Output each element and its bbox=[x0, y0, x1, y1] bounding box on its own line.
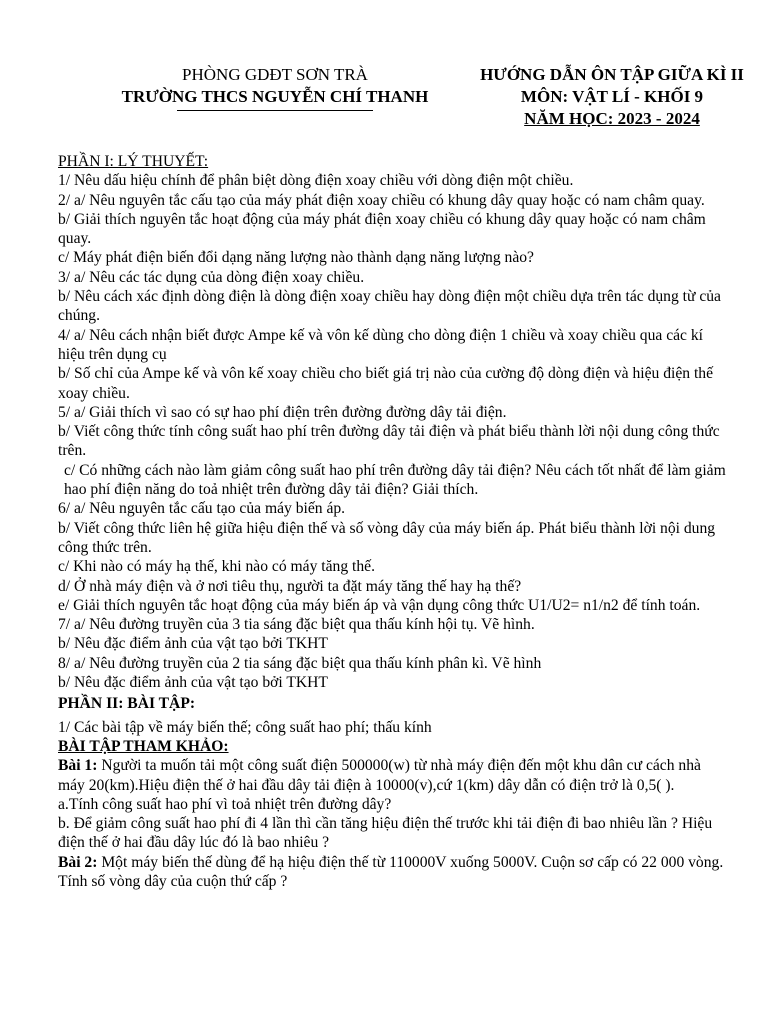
header-divider bbox=[177, 110, 373, 111]
part1-line: b/ Viết công thức liên hệ giữa hiệu điện thế và số vòng dây của máy biến áp. Phát biểu thành lời nội dung công thức trên. bbox=[58, 519, 716, 556]
part2-title: PHẦN II: BÀI TẬP: bbox=[58, 695, 196, 713]
part1-line: b/ Số chỉ của Ampe kế và vôn kế xoay chiều cho biết giá trị nào của cường độ dòng điện và hiệu điện thế xoay chiều. bbox=[58, 365, 713, 402]
document-body bbox=[58, 152, 728, 891]
part1-line: 4/ a/ Nêu cách nhận biết được Ampe kế và vôn kế dùng cho dòng điện 1 chiều và xoay chiều qua các kí hiệu trên dụng cụ bbox=[58, 326, 704, 363]
exercise-2-text: Một máy biến thế dùng để hạ hiệu điện thế từ 110000V xuống 5000V. Cuộn sơ cấp có 22 000 vòng. Tính số vòng dây của cuộn thứ cấp ? bbox=[58, 853, 724, 890]
part2-line: 1/ Các bài tập về máy biến thế; công suất hao phí; thấu kính bbox=[58, 718, 432, 736]
part1-line: b/ Nêu cách xác định dòng điện là dòng điện xoay chiều hay dòng điện một chiều dựa trên tác dụng từ của chúng. bbox=[58, 288, 721, 325]
header-right bbox=[462, 64, 762, 130]
part1-line: 1/ Nêu dấu hiệu chính để phân biệt dòng điện xoay chiều với dòng điện một chiều. bbox=[58, 172, 574, 190]
exercise-1 bbox=[58, 756, 728, 795]
school-name: TRƯỜNG THCS NGUYỄN CHÍ THANH bbox=[121, 87, 429, 106]
school-year: NĂM HỌC: 2023 - 2024 bbox=[524, 109, 700, 128]
reference-exercises-title: BÀI TẬP THAM KHẢO: bbox=[58, 737, 229, 755]
part1-line: c/ Máy phát điện biến đổi dạng năng lượng nào thành dạng năng lượng nào? bbox=[58, 249, 534, 267]
header-left bbox=[100, 64, 450, 111]
exercise-1-part-b: b. Để giảm công suất hao phí đi 4 lần thì cần tăng hiệu điện thế trước khi tải điện đi bao nhiêu lần ? Hiệu điện thế ở hai đầu dây lúc đó là bao nhiêu ? bbox=[58, 815, 713, 852]
part1-line: 3/ a/ Nêu các tác dụng của dòng điện xoay chiều. bbox=[58, 268, 365, 286]
part1-title: PHẦN I: LÝ THUYẾT: bbox=[58, 153, 209, 170]
department-name: PHÒNG GDĐT SƠN TRÀ bbox=[182, 65, 368, 84]
exercise-2-label: Bài 2: bbox=[58, 853, 98, 871]
part1-line: b/ Nêu đặc điểm ảnh của vật tạo bởi TKHT bbox=[58, 674, 328, 692]
exercise-2 bbox=[58, 853, 728, 892]
part1-line: 5/ a/ Giải thích vì sao có sự hao phí điện trên đường đường dây tải điện. bbox=[58, 403, 507, 421]
part1-line: b/ Giải thích nguyên tắc hoạt động của máy phát điện xoay chiều có khung dây quay hoặc có nam châm quay. bbox=[58, 210, 706, 248]
part1-line: d/ Ở nhà máy điện và ở nơi tiêu thụ, người ta đặt máy tăng thế hay hạ thế? bbox=[58, 577, 522, 595]
exercise-1-label: Bài 1: bbox=[58, 757, 98, 775]
part1-line: c/ Khi nào có máy hạ thế, khi nào có máy tăng thế. bbox=[58, 558, 375, 576]
part1-line: 7/ a/ Nêu đường truyền của 3 tia sáng đặc biệt qua thấu kính hội tụ. Vẽ hình. bbox=[58, 616, 535, 634]
exercise-1-part-a: a.Tính công suất hao phí vì toả nhiệt trên đường dây? bbox=[58, 795, 392, 813]
part1-line: b/ Nêu đặc điểm ảnh của vật tạo bởi TKHT bbox=[58, 635, 328, 653]
subject-line: MÔN: VẬT LÍ - KHỐI 9 bbox=[520, 87, 704, 106]
part1-line: b/ Viết công thức tính công suất hao phí trên đường dây tải điện và phát biểu thành lời nội dung công thức trên. bbox=[58, 423, 720, 460]
part1-line: 2/ a/ Nêu nguyên tắc cấu tạo của máy phát điện xoay chiều có khung dây quay hoặc có nam châm quay. bbox=[58, 191, 705, 209]
document-title: HƯỚNG DẪN ÔN TẬP GIỮA KÌ II bbox=[480, 65, 744, 84]
part1-line: e/ Giải thích nguyên tắc hoạt động của máy biến áp và vận dụng công thức U1/U2= n1/n2 để tính toán. bbox=[58, 596, 701, 614]
part1-line: 6/ a/ Nêu nguyên tắc cấu tạo của máy biến áp. bbox=[58, 500, 346, 518]
part1-line: 8/ a/ Nêu đường truyền của 2 tia sáng đặc biệt qua thấu kính phân kì. Vẽ hình bbox=[58, 654, 542, 672]
part1-line: c/ Có những cách nào làm giảm công suất hao phí trên đường dây tải điện? Nêu cách tốt nhất để làm giảm hao phí điện năng do toả nhiệt trên đường dây tải điện? Giải thích. bbox=[64, 461, 726, 499]
exercise-1-text: Người ta muốn tải một công suất điện 500000(w) từ nhà máy điện đến một khu dân cư cách nhà máy 20(km).Hiệu điện thế ở hai đầu dây tải điện à 10000(v),cứ 1(km) dây dẫn có điện trở là 0,5( ). bbox=[58, 757, 701, 794]
